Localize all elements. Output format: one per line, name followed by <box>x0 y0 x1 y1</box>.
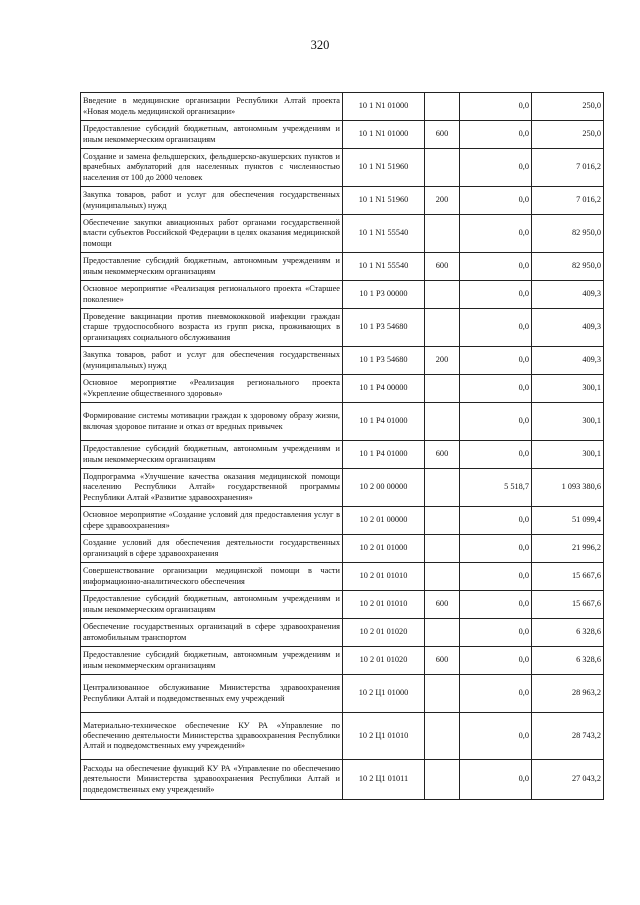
row-expense-type <box>425 535 460 563</box>
table-row <box>81 591 604 619</box>
row-target-code: 10 1 N1 01000 <box>343 93 425 121</box>
row-expense-type <box>425 149 460 187</box>
row-amount-1: 0,0 <box>460 149 532 187</box>
row-target-code: 10 1 N1 51960 <box>343 149 425 187</box>
table-row <box>81 215 604 253</box>
row-amount-1: 0,0 <box>460 713 532 760</box>
row-amount-2: 21 996,2 <box>532 535 604 563</box>
row-amount-2: 300,1 <box>532 375 604 403</box>
table-row <box>81 281 604 309</box>
row-amount-1: 0,0 <box>460 375 532 403</box>
table-row <box>81 535 604 563</box>
row-expense-type: 200 <box>425 347 460 375</box>
row-expense-type <box>425 507 460 535</box>
row-description: Предоставление субсидий бюджетным, автономным учреждениям и иным некоммерческим организациям <box>81 591 343 619</box>
row-target-code: 10 1 P3 00000 <box>343 281 425 309</box>
row-target-code: 10 1 N1 51960 <box>343 187 425 215</box>
row-description: Предоставление субсидий бюджетным, автономным учреждениям и иным некоммерческим организациям <box>81 441 343 469</box>
row-expense-type: 600 <box>425 253 460 281</box>
row-description: Создание условий для обеспечения деятельности государственных организаций в сфере здравоохранения <box>81 535 343 563</box>
row-target-code: 10 1 P4 00000 <box>343 375 425 403</box>
row-expense-type <box>425 281 460 309</box>
row-description: Совершенствование организации медицинской помощи в части информационно-аналитического обеспечения <box>81 563 343 591</box>
row-amount-1: 0,0 <box>460 281 532 309</box>
row-amount-1: 0,0 <box>460 403 532 441</box>
row-amount-2: 82 950,0 <box>532 253 604 281</box>
table-row <box>81 713 604 760</box>
table-row <box>81 675 604 713</box>
row-description: Предоставление субсидий бюджетным, автономным учреждениям и иным некоммерческим организациям <box>81 253 343 281</box>
row-target-code: 10 2 Ц1 01000 <box>343 675 425 713</box>
table-row <box>81 469 604 507</box>
row-amount-1: 0,0 <box>460 309 532 347</box>
row-target-code: 10 1 N1 01000 <box>343 121 425 149</box>
table-row <box>81 441 604 469</box>
row-target-code: 10 2 01 01020 <box>343 619 425 647</box>
row-description: Предоставление субсидий бюджетным, автономным учреждениям и иным некоммерческим организациям <box>81 647 343 675</box>
row-expense-type: 200 <box>425 187 460 215</box>
row-target-code: 10 2 01 00000 <box>343 507 425 535</box>
row-description: Проведение вакцинации против пневмококковой инфекции граждан старше трудоспособного возраста из групп риска, проживающих в организациях социального обслуживания <box>81 309 343 347</box>
row-amount-2: 15 667,6 <box>532 563 604 591</box>
row-expense-type <box>425 760 460 800</box>
row-description: Подпрограмма «Улучшение качества оказания медицинской помощи населению Республики Алтай» государственной программы Республики Алтай «Развитие здравоохранения» <box>81 469 343 507</box>
row-amount-2: 7 016,2 <box>532 187 604 215</box>
table-row <box>81 121 604 149</box>
budget-table <box>80 92 604 800</box>
row-target-code: 10 1 P3 54680 <box>343 347 425 375</box>
table-row <box>81 253 604 281</box>
row-amount-2: 27 043,2 <box>532 760 604 800</box>
row-target-code: 10 2 00 00000 <box>343 469 425 507</box>
table-row <box>81 760 604 800</box>
row-expense-type: 600 <box>425 647 460 675</box>
row-expense-type <box>425 469 460 507</box>
row-amount-2: 409,3 <box>532 281 604 309</box>
row-amount-2: 250,0 <box>532 93 604 121</box>
row-description: Централизованное обслуживание Министерства здравоохранения Республики Алтай и подведомственных ему учреждений <box>81 675 343 713</box>
table-body <box>81 93 604 800</box>
row-amount-1: 0,0 <box>460 563 532 591</box>
row-expense-type: 600 <box>425 121 460 149</box>
row-target-code: 10 2 01 01010 <box>343 563 425 591</box>
row-expense-type <box>425 93 460 121</box>
row-description: Закупка товаров, работ и услуг для обеспечения государственных (муниципальных) нужд <box>81 187 343 215</box>
row-target-code: 10 2 01 01010 <box>343 591 425 619</box>
row-amount-1: 0,0 <box>460 647 532 675</box>
row-description: Расходы на обеспечение функций КУ РА «Управление по обеспечению деятельности Министерства здравоохранения Республики Алтай и подведомственных ему учреждений» <box>81 760 343 800</box>
row-target-code: 10 2 01 01020 <box>343 647 425 675</box>
row-target-code: 10 1 N1 55540 <box>343 253 425 281</box>
table-row <box>81 647 604 675</box>
row-amount-1: 5 518,7 <box>460 469 532 507</box>
row-amount-2: 28 963,2 <box>532 675 604 713</box>
row-expense-type <box>425 403 460 441</box>
row-description: Основное мероприятие «Создание условий для предоставления услуг в сфере здравоохранения» <box>81 507 343 535</box>
row-amount-2: 28 743,2 <box>532 713 604 760</box>
row-amount-1: 0,0 <box>460 253 532 281</box>
row-amount-2: 300,1 <box>532 403 604 441</box>
row-expense-type <box>425 713 460 760</box>
row-description: Основное мероприятие «Реализация регионального проекта «Укрепление общественного здоровья» <box>81 375 343 403</box>
row-target-code: 10 1 P4 01000 <box>343 441 425 469</box>
row-description: Обеспечение государственных организаций в сфере здравоохранения автомобильным транспортом <box>81 619 343 647</box>
row-expense-type <box>425 563 460 591</box>
row-amount-2: 6 328,6 <box>532 647 604 675</box>
row-target-code: 10 2 Ц1 01011 <box>343 760 425 800</box>
table-row <box>81 563 604 591</box>
page-number: 320 <box>310 38 330 52</box>
row-amount-1: 0,0 <box>460 215 532 253</box>
row-amount-2: 15 667,6 <box>532 591 604 619</box>
row-amount-2: 409,3 <box>532 309 604 347</box>
row-expense-type <box>425 675 460 713</box>
row-amount-2: 250,0 <box>532 121 604 149</box>
row-amount-1: 0,0 <box>460 93 532 121</box>
row-expense-type <box>425 619 460 647</box>
row-target-code: 10 1 P4 01000 <box>343 403 425 441</box>
row-amount-2: 1 093 380,6 <box>532 469 604 507</box>
row-amount-1: 0,0 <box>460 619 532 647</box>
row-amount-1: 0,0 <box>460 347 532 375</box>
row-target-code: 10 1 P3 54680 <box>343 309 425 347</box>
table-row <box>81 375 604 403</box>
row-expense-type <box>425 375 460 403</box>
row-amount-2: 82 950,0 <box>532 215 604 253</box>
row-description: Материально-техническое обеспечение КУ РА «Управление по обеспечению деятельности Министерства здравоохранения Республики Алтай и подведомственных ему учреждений» <box>81 713 343 760</box>
row-amount-2: 7 016,2 <box>532 149 604 187</box>
table-row <box>81 619 604 647</box>
row-description: Закупка товаров, работ и услуг для обеспечения государственных (муниципальных) нужд <box>81 347 343 375</box>
row-amount-1: 0,0 <box>460 121 532 149</box>
row-amount-2: 409,3 <box>532 347 604 375</box>
row-expense-type: 600 <box>425 441 460 469</box>
row-target-code: 10 1 N1 55540 <box>343 215 425 253</box>
row-description: Формирование системы мотивации граждан к здоровому образу жизни, включая здоровое питание и отказ от вредных привычек <box>81 403 343 441</box>
row-description: Обеспечение закупки авиационных работ органами государственной власти субъектов Российской Федерации в целях оказания медицинской помощи <box>81 215 343 253</box>
row-description: Введение в медицинские организации Республики Алтай проекта «Новая модель медицинской организации» <box>81 93 343 121</box>
table-row <box>81 309 604 347</box>
table-row <box>81 507 604 535</box>
row-expense-type <box>425 309 460 347</box>
row-description: Основное мероприятие «Реализация регионального проекта «Старшее поколение» <box>81 281 343 309</box>
row-amount-1: 0,0 <box>460 591 532 619</box>
table-row <box>81 403 604 441</box>
row-amount-2: 51 099,4 <box>532 507 604 535</box>
row-amount-2: 6 328,6 <box>532 619 604 647</box>
row-target-code: 10 2 01 01000 <box>343 535 425 563</box>
table-row <box>81 187 604 215</box>
row-expense-type <box>425 215 460 253</box>
row-description: Создание и замена фельдшерских, фельдшерско-акушерских пунктов и врачебных амбулаторий для населенных пунктов с численностью населения от 100 до 2000 человек <box>81 149 343 187</box>
row-description: Предоставление субсидий бюджетным, автономным учреждениям и иным некоммерческим организациям <box>81 121 343 149</box>
table-row <box>81 93 604 121</box>
row-amount-1: 0,0 <box>460 675 532 713</box>
row-amount-1: 0,0 <box>460 441 532 469</box>
row-amount-1: 0,0 <box>460 187 532 215</box>
row-expense-type: 600 <box>425 591 460 619</box>
table-row <box>81 149 604 187</box>
row-amount-1: 0,0 <box>460 507 532 535</box>
row-amount-2: 300,1 <box>532 441 604 469</box>
row-amount-1: 0,0 <box>460 535 532 563</box>
row-amount-1: 0,0 <box>460 760 532 800</box>
row-target-code: 10 2 Ц1 01010 <box>343 713 425 760</box>
table-row <box>81 347 604 375</box>
